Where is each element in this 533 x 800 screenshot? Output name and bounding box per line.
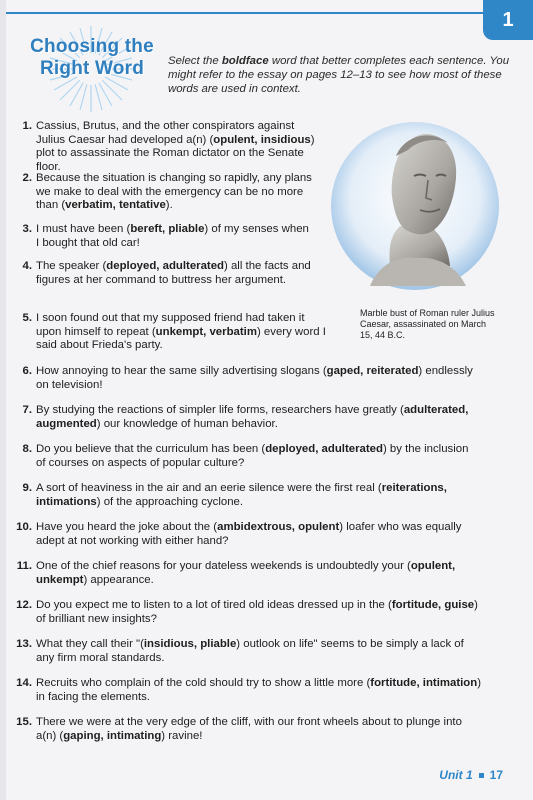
exercise-number: 12. xyxy=(16,599,32,611)
section-heading-line2: Right Word xyxy=(39,58,144,79)
exercise-item-7 xyxy=(22,404,476,431)
exercise-text-end: ) endlessly on television! xyxy=(36,365,473,391)
exercise-text-end: ) loafer who was equally adept at not working with either hand? xyxy=(36,521,462,547)
section-heading-line1: Choosing the xyxy=(30,36,154,57)
exercise-text-start: The speaker ( xyxy=(36,260,107,272)
exercise-text-start: Have you heard the joke about the ( xyxy=(36,521,218,533)
exercise-text-start: By studying the reactions of simpler life forms, researchers have greatly ( xyxy=(36,404,404,416)
exercise-choices: reiterations, intimations xyxy=(36,482,447,508)
exercise-text-end: ) of brilliant new insights? xyxy=(36,599,478,625)
exercise-text-start: Do you believe that the curriculum has been ( xyxy=(36,443,266,455)
exercise-number: 7. xyxy=(22,404,32,416)
exercise-text-end: ) of my senses when I bought that old car! xyxy=(36,223,309,249)
exercise-item-3 xyxy=(22,223,312,250)
exercise-choices: gaping, intimating xyxy=(63,729,162,742)
exercise-item-12 xyxy=(16,599,486,626)
page-footer xyxy=(439,768,503,782)
image-caption: Marble bust of Roman ruler Julius Caesar, assassinated on March 15, 44 B.C. xyxy=(360,308,495,340)
exercise-choices: fortitude, intimation xyxy=(370,677,478,689)
exercise-item-5 xyxy=(22,312,332,353)
exercise-number: 6. xyxy=(22,365,32,377)
exercise-choices: insidious, pliable xyxy=(143,638,237,650)
exercise-number: 3. xyxy=(22,223,32,235)
exercise-item-15 xyxy=(16,716,476,743)
exercise-text-start: One of the chief reasons for your dateless weekends is undoubtedly your ( xyxy=(36,560,411,572)
exercise-item-8 xyxy=(22,443,476,470)
page-number: 17 xyxy=(489,768,503,782)
exercise-text-end: ) of the approaching cyclone. xyxy=(96,495,244,508)
exercise-number: 11. xyxy=(16,560,32,572)
exercise-item-10 xyxy=(16,521,476,548)
exercise-text-end: ) in facing the elements. xyxy=(36,677,482,703)
exercise-number: 2. xyxy=(22,172,32,184)
exercise-text-start: I must have been ( xyxy=(36,223,131,235)
instructions-text-start: Select the xyxy=(168,55,222,67)
exercise-text-start: Recruits who complain of the cold should try to show a little more ( xyxy=(36,677,371,689)
exercise-number: 9. xyxy=(22,482,32,494)
exercise-number: 4. xyxy=(22,260,32,272)
exercise-item-6 xyxy=(22,365,476,392)
exercise-text-end: ) by the inclusion of courses on aspects of popular culture? xyxy=(36,443,469,469)
exercise-text-end: ) outlook on life" seems to be simply a lack of any firm moral standards. xyxy=(36,638,464,664)
exercise-number: 10. xyxy=(16,521,32,533)
exercise-text-start: Because the situation is changing so rapidly, any plans we make to deal with the emergency can be no more than ( xyxy=(36,172,312,212)
exercise-number: 5. xyxy=(22,312,32,324)
exercise-text-start: What they call their "( xyxy=(36,638,144,650)
exercise-choices: unkempt, verbatim xyxy=(155,325,257,338)
exercise-choices: gaped, reiterated xyxy=(326,365,419,377)
exercise-choices: fortitude, guise xyxy=(391,599,475,611)
exercise-item-4 xyxy=(22,260,318,287)
exercise-text-end: ) plot to assassinate the Roman dictator on the Senate floor. xyxy=(36,133,315,173)
exercise-number: 14. xyxy=(16,677,32,689)
exercise-text-start: There we were at the very edge of the cliff, with our front wheels about to plunge into a(n) ( xyxy=(36,716,462,742)
exercise-item-2 xyxy=(22,172,324,213)
exercise-text-end: ) all the facts and figures at her command to buttress her argument. xyxy=(36,260,311,286)
exercise-item-14 xyxy=(16,677,486,704)
unit-tab-number: 1 xyxy=(502,8,514,31)
exercise-text-start: I soon found out that my supposed friend had taken it upon himself to repeat ( xyxy=(36,312,305,338)
exercise-number: 8. xyxy=(22,443,32,455)
footer-unit-label: Unit 1 xyxy=(439,768,473,782)
exercise-text-start: How annoying to hear the same silly advertising slogans ( xyxy=(36,365,327,377)
exercise-text-end: ) our knowledge of human behavior. xyxy=(96,417,278,430)
exercise-text-start: Cassius, Brutus, and the other conspirators against Julius Caesar had developed a(n) ( xyxy=(36,120,295,146)
exercise-choices: deployed, adulterated xyxy=(265,443,383,455)
exercise-text-end: ) appearance. xyxy=(83,573,154,586)
exercise-text-end: ) every word I said about Frieda's party. xyxy=(36,325,326,352)
exercise-number: 15. xyxy=(16,716,32,728)
exercise-choices: ambidextrous, opulent xyxy=(217,521,340,533)
exercise-choices: opulent, insidious xyxy=(213,133,311,146)
exercise-choices: deployed, adulterated xyxy=(106,260,225,272)
footer-bullet-icon xyxy=(479,773,484,778)
exercise-choices: opulent, unkempt xyxy=(36,560,456,586)
instructions-text-end: word that better completes each sentence. You might refer to the essay on pages 12–13 to see how most of these words are used in context. xyxy=(168,55,510,95)
exercise-choices: bereft, pliable xyxy=(130,223,205,235)
exercise-number: 1. xyxy=(22,120,32,132)
instructions-emphasis: boldface xyxy=(221,55,269,67)
exercise-text-end: ). xyxy=(165,199,173,212)
exercise-item-1 xyxy=(22,120,326,174)
exercise-text-start: Do you expect me to listen to a lot of tired old ideas dressed up in the ( xyxy=(36,599,392,611)
exercise-item-9 xyxy=(22,482,486,509)
exercise-number: 13. xyxy=(16,638,32,650)
exercise-item-11 xyxy=(16,560,476,587)
exercise-text-end: ) ravine! xyxy=(161,729,203,742)
exercise-choices: verbatim, tentative xyxy=(65,199,166,212)
exercise-choices: adulterated, augmented xyxy=(36,404,469,430)
exercise-item-13 xyxy=(16,638,476,665)
exercise-text-start: A sort of heaviness in the air and an eerie silence were the first real ( xyxy=(36,482,382,494)
